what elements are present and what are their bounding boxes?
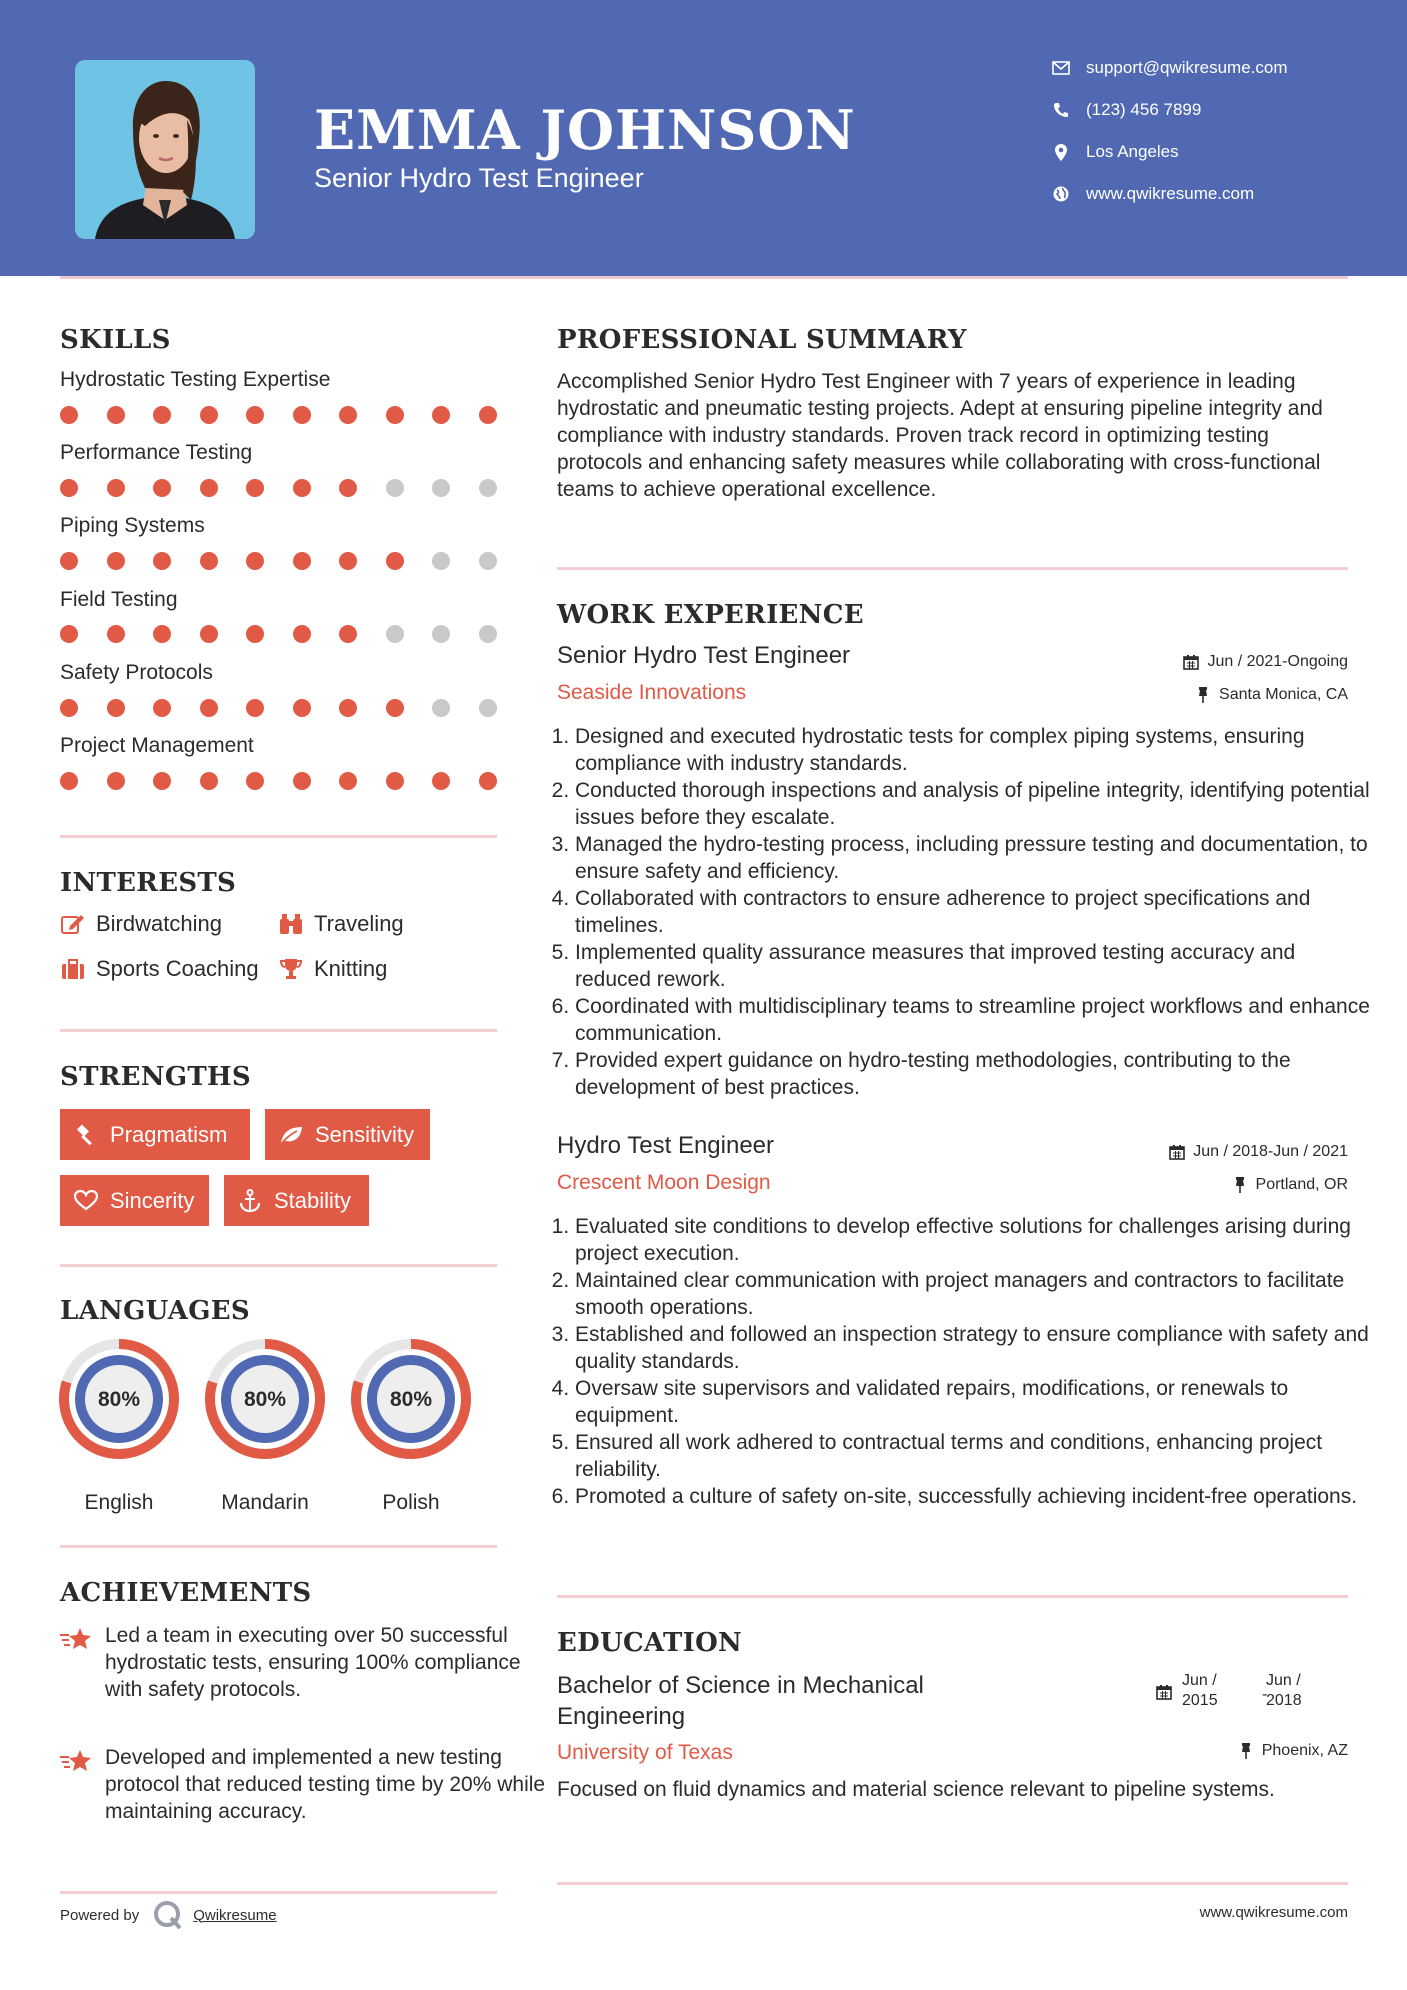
pushpin-icon: [1237, 1742, 1255, 1760]
interests-heading: INTERESTS: [60, 868, 237, 898]
skill-dot-empty: [432, 552, 450, 570]
skill-dot-filled: [246, 699, 264, 717]
skill-dot-filled: [153, 552, 171, 570]
education-end-line2: 2018: [1266, 1692, 1302, 1709]
contact-phone-text: (123) 456 7899: [1086, 100, 1202, 119]
skill-dot-filled: [339, 772, 357, 790]
powered-by-text: Powered by: [60, 1906, 140, 1924]
skill-dot-empty: [432, 625, 450, 643]
job-bullets: [557, 723, 1375, 1101]
calendar-icon: [1168, 1143, 1186, 1161]
skill-dot-filled: [200, 406, 218, 424]
skill-dot-filled: [386, 406, 404, 424]
skill-dot-filled: [60, 552, 78, 570]
job-location: [1194, 686, 1348, 704]
job-location: [1231, 1176, 1348, 1194]
skill-dot-filled: [293, 699, 311, 717]
skill-dot-filled: [432, 406, 450, 424]
skill-rating: [60, 479, 497, 497]
heart-icon: [74, 1189, 98, 1213]
skill-dot-filled: [60, 772, 78, 790]
skill-dot-filled: [153, 699, 171, 717]
summary-heading: PROFESSIONAL SUMMARY: [557, 325, 967, 355]
skill-dot-filled: [153, 479, 171, 497]
experience-heading: WORK EXPERIENCE: [557, 600, 864, 630]
pencil-square-icon: [60, 911, 86, 937]
skill-dot-filled: [153, 772, 171, 790]
interest-item: [60, 911, 222, 937]
section-divider: [557, 567, 1348, 570]
language-item: [350, 1338, 472, 1514]
skill-dot-filled: [107, 406, 125, 424]
strength-tag: [60, 1175, 209, 1226]
skill-name: Hydrostatic Testing Expertise: [60, 368, 331, 391]
skill-dot-filled: [386, 699, 404, 717]
interest-item: [278, 911, 404, 937]
envelope-icon: [1050, 57, 1072, 79]
job-bullet: 2. Conducted thorough inspections and analysis of pipeline integrity, identifying potential issues before they escalate.: [575, 777, 1375, 831]
job-bullet: 1. Designed and executed hydrostatic tests for complex piping systems, ensuring compliance with industry standards.: [575, 723, 1375, 777]
footer-powered-by: [60, 1900, 277, 1930]
contact-website[interactable]: [1050, 183, 1254, 205]
skill-dot-filled: [200, 479, 218, 497]
contact-location-text: Los Angeles: [1086, 142, 1179, 161]
strength-tag: [265, 1109, 430, 1160]
job-dates: [1182, 653, 1348, 671]
candidate-title: Senior Hydro Test Engineer: [314, 163, 644, 193]
skill-dot-filled: [60, 699, 78, 717]
skill-dot-empty: [386, 479, 404, 497]
header-divider: [60, 276, 1348, 279]
job-role: Hydro Test Engineer: [557, 1132, 775, 1159]
achievement-text: Led a team in executing over 50 successful hydrostatic tests, ensuring 100% compliance with safety protocols.: [105, 1624, 521, 1701]
language-item: [204, 1338, 326, 1514]
job-bullet: 5. Implemented quality assurance measures that improved testing accuracy and reduced rework.: [575, 939, 1375, 993]
education-degree: Bachelor of Science in Mechanical Engineering: [557, 1672, 924, 1730]
skill-dot-filled: [293, 625, 311, 643]
skill-dot-filled: [479, 772, 497, 790]
section-divider: [557, 1595, 1348, 1598]
skill-dot-empty: [479, 699, 497, 717]
job-bullets: [557, 1213, 1375, 1510]
skill-dot-filled: [246, 772, 264, 790]
skill-dot-filled: [60, 406, 78, 424]
pushpin-icon: [1231, 1176, 1249, 1194]
strength-tag: [60, 1109, 250, 1160]
section-divider: [60, 1891, 497, 1894]
leaf-icon: [279, 1123, 303, 1147]
location-pin-icon: [1050, 141, 1072, 163]
job-bullet: 2. Maintained clear communication with project managers and contractors to facilitate smooth operations.: [575, 1267, 1375, 1321]
skill-dot-filled: [246, 406, 264, 424]
skill-dot-empty: [432, 479, 450, 497]
achievement-item: [60, 1622, 521, 1732]
interest-item: [278, 956, 387, 982]
section-divider: [60, 1545, 497, 1548]
skill-dot-filled: [293, 552, 311, 570]
strength-label: Sensitivity: [315, 1121, 415, 1147]
strength-label: Sincerity: [110, 1187, 195, 1213]
trophy-icon: [278, 956, 304, 982]
skill-rating: [60, 772, 497, 790]
star-medal-icon: [60, 1748, 92, 1774]
education-location-text: Phoenix, AZ: [1261, 1742, 1348, 1759]
language-ring: [58, 1338, 180, 1460]
job-dates-text: Jun / 2018-Jun / 2021: [1193, 1143, 1348, 1160]
job-bullet: 6. Promoted a culture of safety on-site, successfully achieving incident-free operations.: [575, 1483, 1375, 1510]
interest-label: Birdwatching: [96, 911, 222, 936]
skill-dot-filled: [293, 406, 311, 424]
language-ring: [350, 1338, 472, 1460]
education-description: Focused on fluid dynamics and material science relevant to pipeline systems.: [557, 1778, 1275, 1801]
language-percent-label: 80%: [243, 1388, 287, 1411]
job-dates: [1168, 1143, 1348, 1161]
skill-dot-filled: [107, 552, 125, 570]
summary-text: Accomplished Senior Hydro Test Engineer with 7 years of experience in leading hydrostatic and pneumatic testing projects. Adept at ensuring pipeline integrity and compliance with industry standards. Proven track record in optimizing testing protocols and enhancing safety measures while collaborating with cross-functional teams to achieve operational excellence.: [557, 370, 1323, 501]
contact-email-text: support@qwikresume.com: [1086, 58, 1288, 77]
skill-dot-filled: [107, 625, 125, 643]
contact-location: [1050, 141, 1179, 163]
skill-dot-empty: [479, 625, 497, 643]
skill-name: Project Management: [60, 734, 254, 757]
strengths-heading: STRENGTHS: [60, 1062, 251, 1092]
skill-dot-filled: [153, 625, 171, 643]
briefcase-icon: [60, 956, 86, 982]
education-dates: [1156, 1672, 1316, 1714]
pushpin-icon: [1194, 686, 1212, 704]
skill-name: Safety Protocols: [60, 661, 213, 684]
skill-dot-filled: [200, 772, 218, 790]
skill-dot-filled: [386, 552, 404, 570]
gavel-icon: [74, 1123, 98, 1147]
job-role: Senior Hydro Test Engineer: [557, 642, 851, 669]
skill-dot-filled: [246, 479, 264, 497]
education-location: [1237, 1742, 1348, 1760]
interest-label: Knitting: [314, 956, 388, 981]
section-divider: [60, 835, 497, 838]
qwikresume-link[interactable]: Qwikresume: [193, 1906, 277, 1924]
phone-icon: [1050, 99, 1072, 121]
footer-website[interactable]: www.qwikresume.com: [1199, 1904, 1348, 1921]
skill-dot-filled: [339, 406, 357, 424]
skill-dot-filled: [107, 479, 125, 497]
skill-dot-filled: [339, 699, 357, 717]
strength-label: Pragmatism: [110, 1121, 228, 1147]
job-bullet: 3. Managed the hydro-testing process, including pressure testing and documentation, to ensure safety and efficiency.: [575, 831, 1375, 885]
skill-dot-filled: [293, 479, 311, 497]
binoculars-icon: [278, 911, 304, 937]
job-bullet: 1. Evaluated site conditions to develop effective solutions for challenges arising during project execution.: [575, 1213, 1375, 1267]
candidate-name: EMMA JOHNSON: [314, 98, 856, 162]
job-dates-text: Jun / 2021-Ongoing: [1207, 653, 1348, 670]
skill-name: Field Testing: [60, 588, 178, 611]
education-start-line1: Jun /: [1182, 1672, 1217, 1689]
achievement-item: [60, 1744, 546, 1854]
date-separator: -: [1262, 1686, 1268, 1703]
skill-dot-filled: [246, 625, 264, 643]
skill-dot-filled: [107, 699, 125, 717]
language-name: Polish: [382, 1491, 440, 1514]
language-percent-label: 80%: [97, 1388, 141, 1411]
skill-dot-filled: [339, 552, 357, 570]
section-divider: [60, 1029, 497, 1032]
job-bullet: 7. Provided expert guidance on hydro-testing methodologies, contributing to the development of best practices.: [575, 1047, 1375, 1101]
skill-dot-filled: [200, 625, 218, 643]
skill-dot-filled: [386, 772, 404, 790]
skill-dot-filled: [479, 406, 497, 424]
skill-dot-filled: [60, 479, 78, 497]
skill-dot-filled: [200, 699, 218, 717]
profile-photo: [75, 60, 255, 239]
contact-phone[interactable]: [1050, 99, 1201, 121]
strength-label: Stability: [274, 1187, 352, 1213]
education-end-line1: Jun /: [1266, 1672, 1301, 1689]
language-percent-label: 80%: [389, 1388, 433, 1411]
skill-dot-filled: [153, 406, 171, 424]
skill-dot-filled: [293, 772, 311, 790]
achievement-text: Developed and implemented a new testing protocol that reduced testing time by 20% while maintaining accuracy.: [105, 1746, 546, 1823]
star-medal-icon: [60, 1626, 92, 1652]
resume-header: [0, 0, 1407, 276]
job-bullet: 5. Ensured all work adhered to contractual terms and conditions, enhancing project reliability.: [575, 1429, 1375, 1483]
skill-dot-filled: [107, 772, 125, 790]
interest-label: Traveling: [314, 911, 404, 936]
job-location-text: Portland, OR: [1255, 1176, 1348, 1193]
globe-icon: [1050, 183, 1072, 205]
calendar-icon: [1156, 1684, 1172, 1705]
section-divider: [60, 1264, 497, 1267]
skill-rating: [60, 699, 497, 717]
skill-rating: [60, 625, 497, 643]
contact-website-text: www.qwikresume.com: [1086, 184, 1255, 203]
education-start-line2: 2015: [1182, 1692, 1218, 1709]
skill-dot-empty: [432, 699, 450, 717]
language-item: [58, 1338, 180, 1514]
skill-rating: [60, 552, 497, 570]
job-bullet: 4. Oversaw site supervisors and validated repairs, modifications, or renewals to equipment.: [575, 1375, 1375, 1429]
qwikresume-logo-icon: [153, 1900, 183, 1930]
skill-dot-empty: [479, 479, 497, 497]
contact-email[interactable]: [1050, 57, 1288, 79]
education-heading: EDUCATION: [557, 1628, 743, 1658]
languages-heading: LANGUAGES: [60, 1296, 250, 1326]
skill-rating: [60, 406, 497, 424]
interest-item: [60, 956, 259, 982]
skill-name: Performance Testing: [60, 441, 253, 464]
skill-dot-filled: [339, 479, 357, 497]
job-bullet: 3. Established and followed an inspection strategy to ensure compliance with safety and quality standards.: [575, 1321, 1375, 1375]
job-company: Seaside Innovations: [557, 681, 747, 704]
job-bullet: 4. Collaborated with contractors to ensure adherence to project specifications and timelines.: [575, 885, 1375, 939]
skill-dot-filled: [432, 772, 450, 790]
job-bullet: 6. Coordinated with multidisciplinary teams to streamline project workflows and enhance communication.: [575, 993, 1375, 1047]
skill-dot-empty: [479, 552, 497, 570]
language-name: English: [84, 1491, 154, 1514]
job-location-text: Santa Monica, CA: [1219, 686, 1348, 703]
skill-dot-filled: [60, 625, 78, 643]
interest-label: Sports Coaching: [96, 956, 259, 981]
anchor-icon: [238, 1189, 262, 1213]
skill-dot-filled: [200, 552, 218, 570]
skill-dot-filled: [339, 625, 357, 643]
skills-heading: SKILLS: [60, 325, 171, 355]
language-ring: [204, 1338, 326, 1460]
achievements-heading: ACHIEVEMENTS: [60, 1578, 312, 1608]
education-school: University of Texas: [557, 1741, 733, 1764]
skill-dot-empty: [386, 625, 404, 643]
calendar-icon: [1182, 653, 1200, 671]
skill-name: Piping Systems: [60, 514, 205, 537]
section-divider: [557, 1882, 1348, 1885]
strength-tag: [224, 1175, 369, 1226]
job-company: Crescent Moon Design: [557, 1171, 771, 1194]
skill-dot-filled: [246, 552, 264, 570]
language-name: Mandarin: [221, 1491, 309, 1514]
